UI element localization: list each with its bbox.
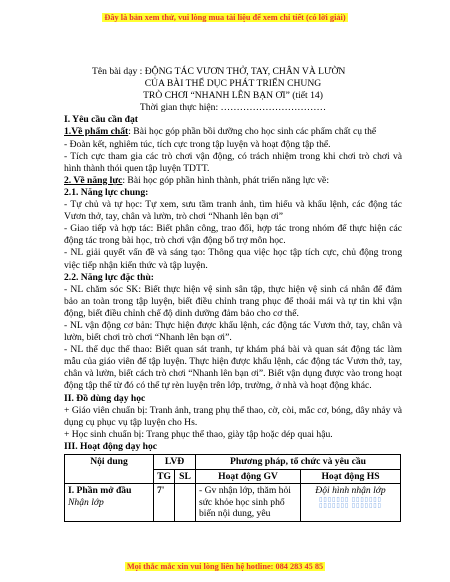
section-heading: III. Hoạt động dạy học	[64, 440, 158, 452]
cell-tg: 7'	[154, 484, 175, 522]
subsection-heading: 2.1. Năng lực chung:	[64, 186, 149, 198]
activity-table	[64, 454, 401, 522]
document-page	[64, 66, 402, 522]
lesson-time: Thời gian thực hiện: ……………………………	[139, 102, 327, 114]
bullet: - Giao tiếp và hợp tác: Biết phân công, trao đổi, hợp tác trong nhóm để thực hiện các động tác trong bài học, trò chơi vận động bổ trợ môn học.	[64, 223, 402, 247]
preview-banner-text: Đây là bản xem thử, vui lòng mua tài liệu để xem chi tiết (có lời giải)	[104, 13, 346, 22]
header-lvd: LVĐ	[154, 455, 196, 470]
text: : Bài học góp phần bồi dưỡng cho học sinh các phẩm chất cụ thể	[128, 126, 377, 138]
cell-hs	[301, 484, 401, 522]
bullet: - NL vận động cơ bản: Thực hiện được khẩu lệnh, các động tác Vươn thở, tay, chân và lườn, biết chơi trò chơi “Nhanh lên bạn ơi”.	[64, 319, 402, 344]
bullet: - Tự chủ và tự học: Tự xem, sưu tầm tranh ảnh, tìm hiểu và khẩu lệnh, các động tác Vươn thở, tay, chân và lườn, trò chơi “Nhanh lên bạn ơi”	[64, 199, 402, 223]
formation-label: Đội hình nhận lớp	[315, 485, 386, 496]
label: 1.Về phẩm chất	[64, 126, 129, 138]
formation-icon: ▯▯▯▯▯▯▯ ▯▯▯▯▯▯▯ ▯▯▯▯▯▯▯ ▯▯▯▯▯▯▯	[319, 496, 382, 509]
section-heading: I. Yêu cầu cần đạt	[64, 114, 138, 126]
header-tg: TG	[154, 469, 175, 484]
bullet: + Giáo viên chuẩn bị: Tranh ảnh, trang phụ thể thao, cờ, còi, mắc cơ, bóng, dây nhảy và dụng cụ phục vụ tập luyện cho Hs.	[64, 404, 402, 428]
lesson-title: Tên bài dạy : ĐỘNG TÁC VƯƠN THỞ, TAY, CHÂN VÀ LƯỜN	[92, 66, 346, 77]
lesson-title-line2: CỦA BÀI THỂ DỤC PHÁT TRIỂN CHUNG	[144, 78, 322, 90]
bullet: - NL chăm sóc SK: Biết thực hiện vệ sinh sân tập, thực hiện vệ sinh cá nhân để đảm bảo an toàn trong tập luyện, biết điều chỉnh trang phục để thoải mái và tự tin khi vận động, biết điều chỉnh chế độ dinh dưỡng đảm bảo cho cơ thể.	[64, 283, 402, 319]
part-subtitle: Nhận lớp	[68, 496, 104, 508]
table-header-row	[65, 455, 401, 470]
hotline-banner-text: Mọi thắc mắc xin vui lòng liên hệ hotline: 084 283 45 85	[126, 562, 324, 571]
part-title: I. Phần mở đầu	[68, 485, 132, 496]
section-heading: II. Đồ dùng dạy học	[64, 392, 146, 404]
lesson-title-line3: TRÒ CHƠI “NHANH LÊN BẠN ƠI” (tiết 14)	[143, 90, 323, 102]
bullet: - Đoàn kết, nghiêm túc, tích cực trong tập luyện và hoạt động tập thể.	[64, 138, 331, 150]
bullet: - NL thể dục thể thao: Biết quan sát tranh, tự khám phá bài và quan sát động tác làm mẫu của giáo viên để tập luyện. Thực hiện được khẩu lệnh, các động tác Vươn thở, tay, chân và lườn, biết cách trò chơi “Nhanh lên bạn ơi”. Biết vận dụng được vào trong hoạt động tập thể từ đó có thể tự rèn luyện trên lớp, trường, ở nhà và hoạt động khác.	[64, 344, 402, 392]
label: 2. Về năng lực	[64, 174, 123, 186]
bullet: + Học sinh chuẩn bị: Trang phục thể thao, giày tập hoặc dép quai hậu.	[64, 428, 333, 440]
bullet: - NL giải quyết vấn đề và sáng tạo: Thông qua việc học tập tích cực, chủ động trong việc tiếp nhận kiến thức và tập luyện.	[64, 247, 402, 271]
hotline-banner	[0, 562, 450, 571]
bullet: - Tích cực tham gia các trò chơi vận động, có trách nhiệm trong khi chơi trò chơi và hình thành thói quen tập luyện TDTT.	[64, 150, 402, 174]
header-gv: Hoạt động GV	[196, 469, 301, 484]
header-content: Nội dung	[65, 455, 154, 484]
header-sl: SL	[175, 469, 196, 484]
text: : Bài học góp phần hình thành, phát triển năng lực về:	[122, 174, 329, 186]
cell-gv: - Gv nhận lớp, thăm hỏi sức khỏe học sinh phổ biến nội dung, yêu	[196, 484, 301, 522]
header-hs: Hoạt động HS	[301, 469, 401, 484]
paragraph	[64, 126, 402, 138]
table-row	[65, 484, 401, 522]
preview-banner	[0, 13, 450, 22]
cell-content	[65, 484, 154, 522]
paragraph	[64, 175, 402, 187]
header-methods: Phương pháp, tổ chức và yêu cầu	[196, 455, 401, 470]
cell-sl	[175, 484, 196, 522]
subsection-heading: 2.2. Năng lực đặc thù:	[64, 271, 154, 283]
